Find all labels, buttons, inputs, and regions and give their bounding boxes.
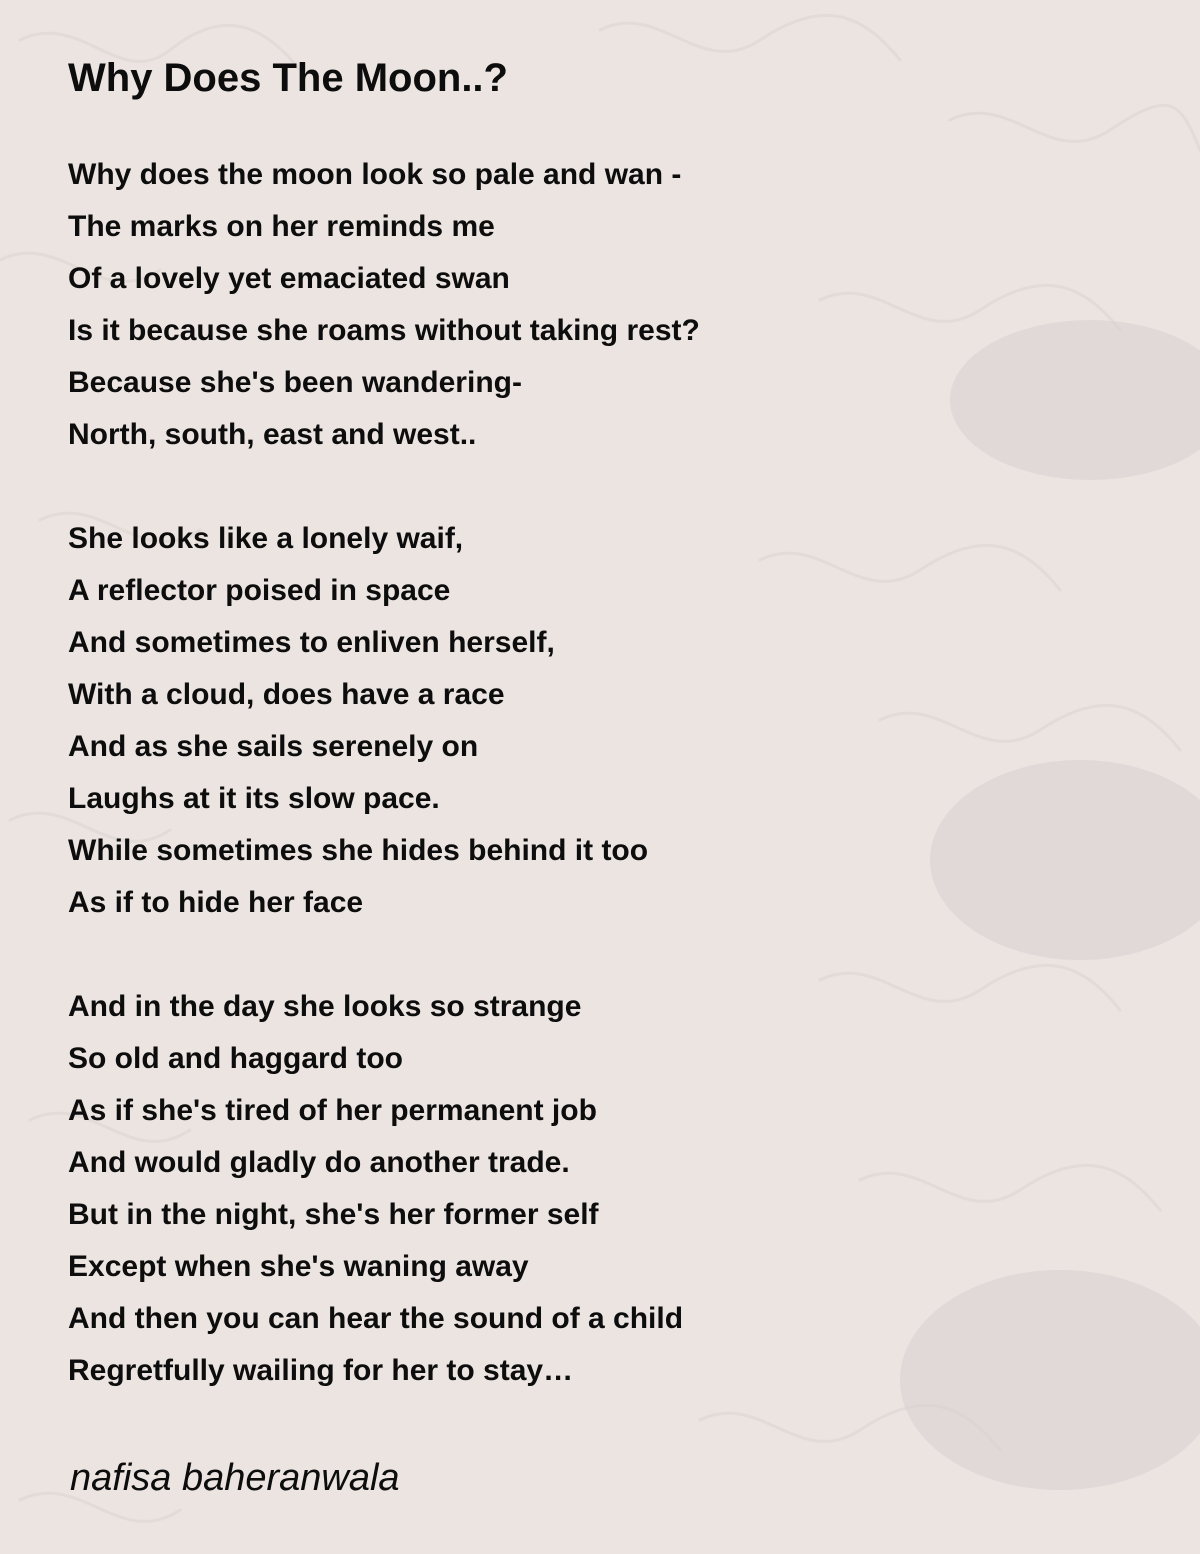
- stanza-2: [68, 513, 1148, 929]
- poem-line: And as she sails serenely on: [68, 730, 479, 763]
- poem-line: She looks like a lonely waif,: [68, 522, 464, 555]
- poem-line: Is it because she roams without taking rest?: [68, 314, 700, 347]
- poem-line: Laughs at it its slow pace.: [68, 782, 440, 815]
- stanza-divider: [68, 929, 1148, 981]
- poem-line: North, south, east and west..: [68, 418, 477, 451]
- poem-line: Of a lovely yet emaciated swan: [68, 262, 510, 295]
- poem-line: And sometimes to enliven herself,: [68, 626, 555, 659]
- stanza-3: [68, 981, 1148, 1397]
- poem-title: Why Does The Moon..?: [68, 56, 508, 100]
- stanza-divider: [68, 461, 1148, 513]
- poem-line: With a cloud, does have a race: [68, 678, 505, 711]
- poem-line: Because she's been wandering-: [68, 366, 522, 399]
- poem-line: Why does the moon look so pale and wan -: [68, 158, 682, 191]
- poem-line: And would gladly do another trade.: [68, 1146, 570, 1179]
- poem-line: And in the day she looks so strange: [68, 990, 582, 1023]
- poem-line: While sometimes she hides behind it too: [68, 834, 649, 867]
- poem-line: Regretfully wailing for her to stay…: [68, 1354, 574, 1387]
- poem-line: But in the night, she's her former self: [68, 1198, 599, 1231]
- poem-line: A reflector poised in space: [68, 574, 451, 607]
- poem-line: Except when she's waning away: [68, 1250, 529, 1283]
- poem-line: As if to hide her face: [68, 886, 364, 919]
- poem-line: And then you can hear the sound of a child: [68, 1302, 684, 1335]
- poem-line: The marks on her reminds me: [68, 210, 495, 243]
- poem-line: As if she's tired of her permanent job: [68, 1094, 597, 1127]
- poem-body: [68, 149, 1148, 1397]
- poem-author: nafisa baheranwala: [70, 1457, 400, 1499]
- stanza-1: [68, 149, 1148, 461]
- poem-line: So old and haggard too: [68, 1042, 403, 1075]
